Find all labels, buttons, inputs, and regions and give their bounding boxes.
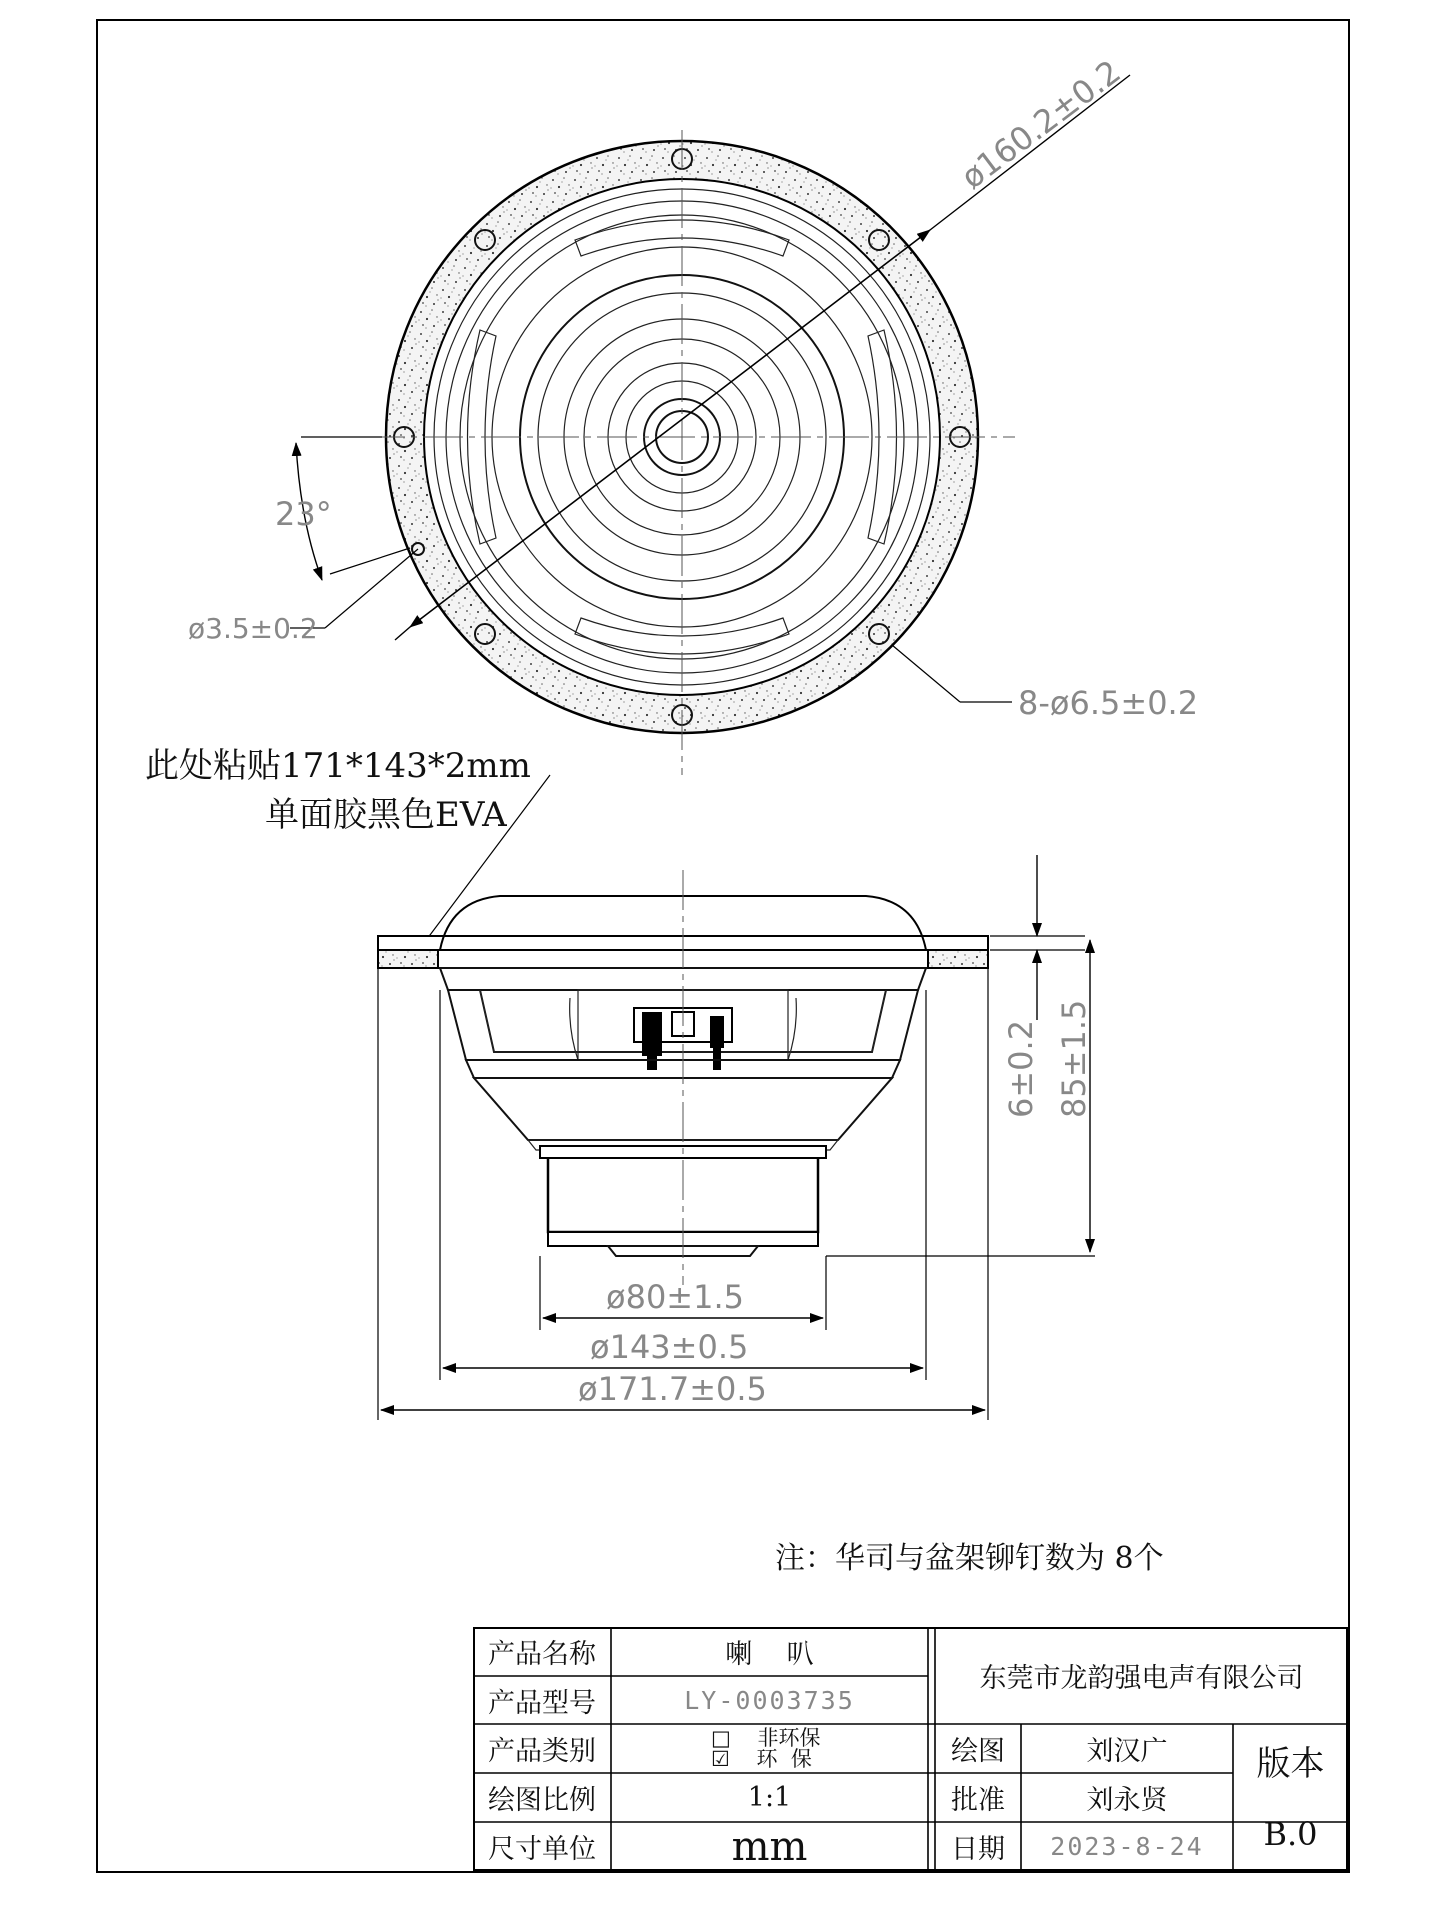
category-non-eco: 非环保 <box>757 1725 821 1750</box>
checkbox-eco: ☑ <box>711 1746 730 1771</box>
unit-label: 尺寸单位 <box>488 1834 596 1865</box>
dim-basket-dia: ø143±0.5 <box>590 1328 749 1366</box>
title-block <box>473 1627 1348 1871</box>
dim-magnet-dia: ø80±1.5 <box>606 1278 744 1316</box>
date-value: 2023-8-24 <box>1050 1832 1204 1861</box>
unit-value: mm <box>731 1823 808 1870</box>
approved-value: 刘永贤 <box>1086 1785 1168 1816</box>
checkbox-non-eco: □ <box>711 1725 731 1750</box>
drawn-value: 刘汉广 <box>1086 1736 1168 1767</box>
version-label: 版本 <box>1256 1744 1325 1784</box>
dim-small-hole: ø3.5±0.2 <box>188 612 318 645</box>
dim-mount-holes: 8-ø6.5±0.2 <box>1018 684 1199 722</box>
product-name-value: 喇 叭 <box>725 1639 814 1670</box>
side-view <box>378 855 1095 1420</box>
category-eco: 环 保 <box>756 1746 812 1771</box>
dim-outer-top: ø160.2±0.2 <box>953 52 1128 197</box>
dim-flange-height: 6±0.2 <box>1002 1019 1040 1118</box>
product-category-label: 产品类别 <box>488 1736 596 1767</box>
dim-total-height: 85±1.5 <box>1055 999 1093 1118</box>
product-model-label: 产品型号 <box>488 1687 596 1719</box>
product-name-label: 产品名称 <box>488 1639 596 1670</box>
dim-angle: 23° <box>275 495 332 533</box>
scale-label: 绘图比例 <box>488 1785 596 1816</box>
version-value: B.0 <box>1263 1815 1318 1853</box>
footnote: 注：华司与盆架铆钉数为 8个 <box>775 1541 1164 1576</box>
eva-note-line1: 此处粘贴171*143*2mm <box>145 746 531 786</box>
product-category-options <box>611 1724 928 1773</box>
product-model-value: LY-0003735 <box>684 1685 855 1715</box>
company-name: 东莞市龙韵强电声有限公司 <box>979 1663 1304 1694</box>
dim-outer-dia: ø171.7±0.5 <box>578 1370 767 1408</box>
drawn-label: 绘图 <box>951 1736 1005 1767</box>
approved-label: 批准 <box>951 1785 1005 1816</box>
scale-value: 1:1 <box>747 1782 792 1813</box>
date-label: 日期 <box>951 1834 1005 1865</box>
eva-note-line2: 单面胶黑色EVA <box>265 795 507 835</box>
